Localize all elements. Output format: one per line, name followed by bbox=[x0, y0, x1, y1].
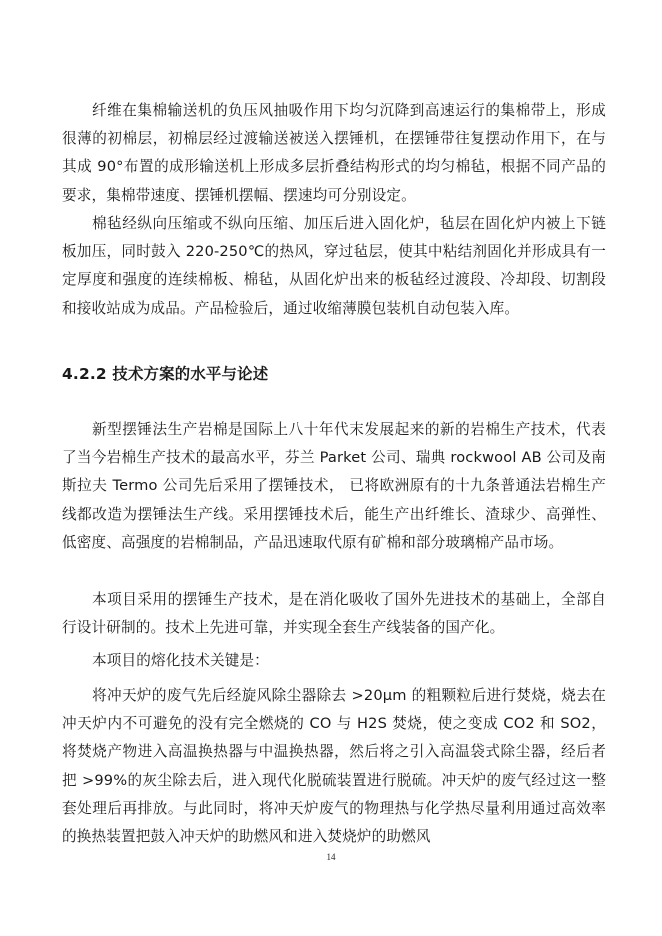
paragraph-curing-oven: 棉毡经纵向压缩或不纵向压缩、加压后进入固化炉，毡层在固化炉内被上下链板加压，同时鼓入 220-250℃的热风，穿过毡层，使其中粘结剂固化并形成具有一定厚度和强度的连续棉板、棉毡，从固化炉出来的板毡经过渡段、冷却段、切割段和接收站成为成品。产品检验后，通过收缩薄膜包装机自动包装入库。 bbox=[62, 215, 606, 317]
page-number: 14 bbox=[326, 852, 336, 862]
paragraph-melting-key: 本项目的熔化技术关键是： bbox=[92, 652, 269, 669]
section-heading: 4.2.2 技术方案的水平与论述 bbox=[62, 365, 269, 383]
paragraph-pendulum-technology: 新型摆锤法生产岩棉是国际上八十年代末发展起来的新的岩棉生产技术，代表了当今岩棉生产技术的最高水平，芬兰 Parket 公司、瑞典 rockwool AB 公司及南斯拉夫 Termo 公司先后采用了摆锤技术， 已将欧洲原有的十九条普通法岩棉生产线都改造为摆锤法生产线。采用摆锤技术后，能生产出纤维长、渣球少、高弹性、低密度、高强度的岩棉制品，产品迅速取代原有矿棉和部分玻璃棉产品市场。 bbox=[62, 421, 606, 551]
paragraph-project-technology: 本项目采用的摆锤生产技术，是在消化吸收了国外先进技术的基础上，全部自行设计研制的。技术上先进可靠，并实现全套生产线装备的国产化。 bbox=[62, 591, 606, 637]
paragraph-fiber-collection: 纤维在集棉输送机的负压风抽吸作用下均匀沉降到高速运行的集棉带上，形成很薄的初棉层，初棉层经过渡输送被送入摆锤机，在摆锤带往复摆动作用下，在与其成 90°布置的成形输送机上形成多层折叠结构形式的均匀棉毡，根据不同产品的要求，集棉带速度、摆锤机摆幅、摆速均可分别设定。 bbox=[62, 102, 606, 204]
paragraph-exhaust-treatment: 将冲天炉的废气先后经旋风除尘器除去 >20μm 的粗颗粒后进行焚烧，烧去在冲天炉内不可避免的没有完全燃烧的 CO 与 H2S 焚烧，使之变成 CO2 和 SO2，将焚烧产物进入高温换热器与中温换热器，然后将之引入高温袋式除尘器，经后者把 >99%的灰尘除去后，进入现代化脱硫装置进行脱硫。冲天炉的废气经过这一整套处理后再排放。与此同时，将冲天炉废气的物理热与化学热尽量利用通过高效率的换热装置把鼓入冲天炉的助燃风和进入焚烧炉的助燃风 bbox=[62, 687, 606, 846]
